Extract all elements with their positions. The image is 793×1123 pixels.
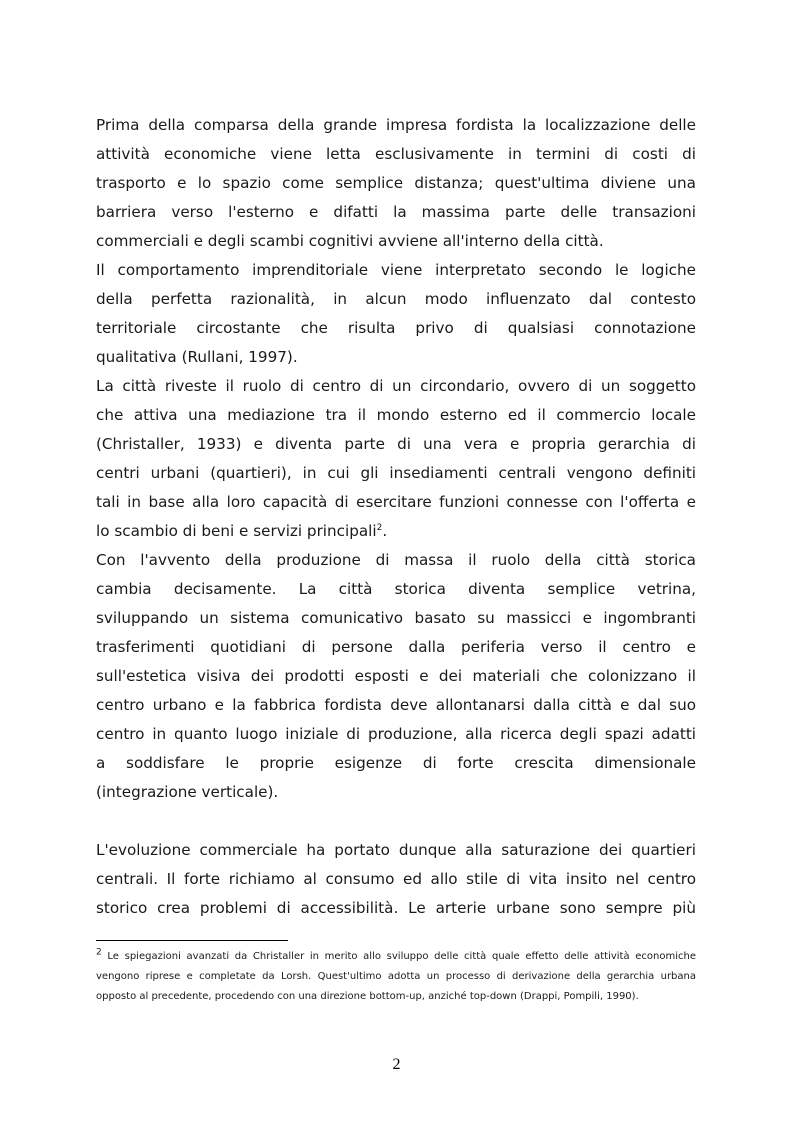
body-line: Con l'avvento della produzione di massa il ruolo della città storica bbox=[96, 551, 696, 569]
body-line: L'evoluzione commerciale ha portato dunque alla saturazione dei quartieri bbox=[96, 841, 696, 859]
body-line: La città riveste il ruolo di centro di un circondario, ovvero di un soggetto bbox=[96, 377, 696, 395]
body-line: sull'estetica visiva dei prodotti esposti e dei materiali che colonizzano il bbox=[96, 667, 696, 685]
body-line-text: lo scambio di beni e servizi principali bbox=[96, 522, 377, 540]
footnote-text: Le spiegazioni avanzati da Christaller in merito allo sviluppo delle città quale effetto delle attività economiche bbox=[101, 951, 696, 962]
body-line: centro urbano e la fabbrica fordista deve allontanarsi dalla città e dal suo bbox=[96, 696, 696, 714]
body-line: sviluppando un sistema comunicativo basato su massicci e ingombranti bbox=[96, 609, 696, 627]
footnote-reference[interactable]: 2 bbox=[376, 522, 383, 533]
body-line: (integrazione verticale). bbox=[96, 783, 279, 801]
body-line: Il comportamento imprenditoriale viene interpretato secondo le logiche bbox=[96, 261, 696, 279]
body-line: commerciali e degli scambi cognitivi avviene all'interno della città. bbox=[96, 232, 604, 250]
footnote-line: opposto al precedente, procedendo con una direzione bottom-up, anziché top-down (Drappi, Pompili, 1990). bbox=[96, 991, 639, 1002]
body-line: storico crea problemi di accessibilità. Le arterie urbane sono sempre più bbox=[96, 899, 696, 917]
footnote-marker: 2 bbox=[96, 947, 102, 958]
body-line: trasferimenti quotidiani di persone dalla periferia verso il centro e bbox=[96, 638, 696, 656]
footnote-separator bbox=[96, 940, 288, 941]
footnote-line: vengono riprese e completate da Lorsh. Quest'ultimo adotta un processo di derivazione della gerarchia urbana bbox=[96, 971, 696, 982]
body-line: cambia decisamente. La città storica diventa semplice vetrina, bbox=[96, 580, 696, 598]
body-line: (Christaller, 1933) e diventa parte di una vera e propria gerarchia di bbox=[96, 435, 696, 453]
body-line: che attiva una mediazione tra il mondo esterno ed il commercio locale bbox=[96, 406, 696, 424]
body-line: barriera verso l'esterno e difatti la massima parte delle transazioni bbox=[96, 203, 696, 221]
body-line-with-footnote bbox=[96, 519, 696, 543]
page-number: 2 bbox=[392, 1056, 401, 1073]
body-line: Prima della comparsa della grande impresa fordista la localizzazione delle bbox=[96, 116, 696, 134]
body-line: tali in base alla loro capacità di esercitare funzioni connesse con l'offerta e bbox=[96, 493, 696, 511]
body-line: centrali. Il forte richiamo al consumo ed allo stile di vita insito nel centro bbox=[96, 870, 696, 888]
body-line: qualitativa (Rullani, 1997). bbox=[96, 348, 298, 366]
body-line: territoriale circostante che risulta privo di qualsiasi connotazione bbox=[96, 319, 696, 337]
body-line: centro in quanto luogo iniziale di produzione, alla ricerca degli spazi adatti bbox=[96, 725, 696, 743]
sentence-end: . bbox=[382, 522, 388, 540]
footnote-line bbox=[96, 947, 696, 967]
body-line: attività economiche viene letta esclusivamente in termini di costi di bbox=[96, 145, 696, 163]
body-line: centri urbani (quartieri), in cui gli insediamenti centrali vengono definiti bbox=[96, 464, 696, 482]
body-line: a soddisfare le proprie esigenze di forte crescita dimensionale bbox=[96, 754, 696, 772]
body-line: trasporto e lo spazio come semplice distanza; quest'ultima diviene una bbox=[96, 174, 696, 192]
body-line: della perfetta razionalità, in alcun modo influenzato dal contesto bbox=[96, 290, 696, 308]
